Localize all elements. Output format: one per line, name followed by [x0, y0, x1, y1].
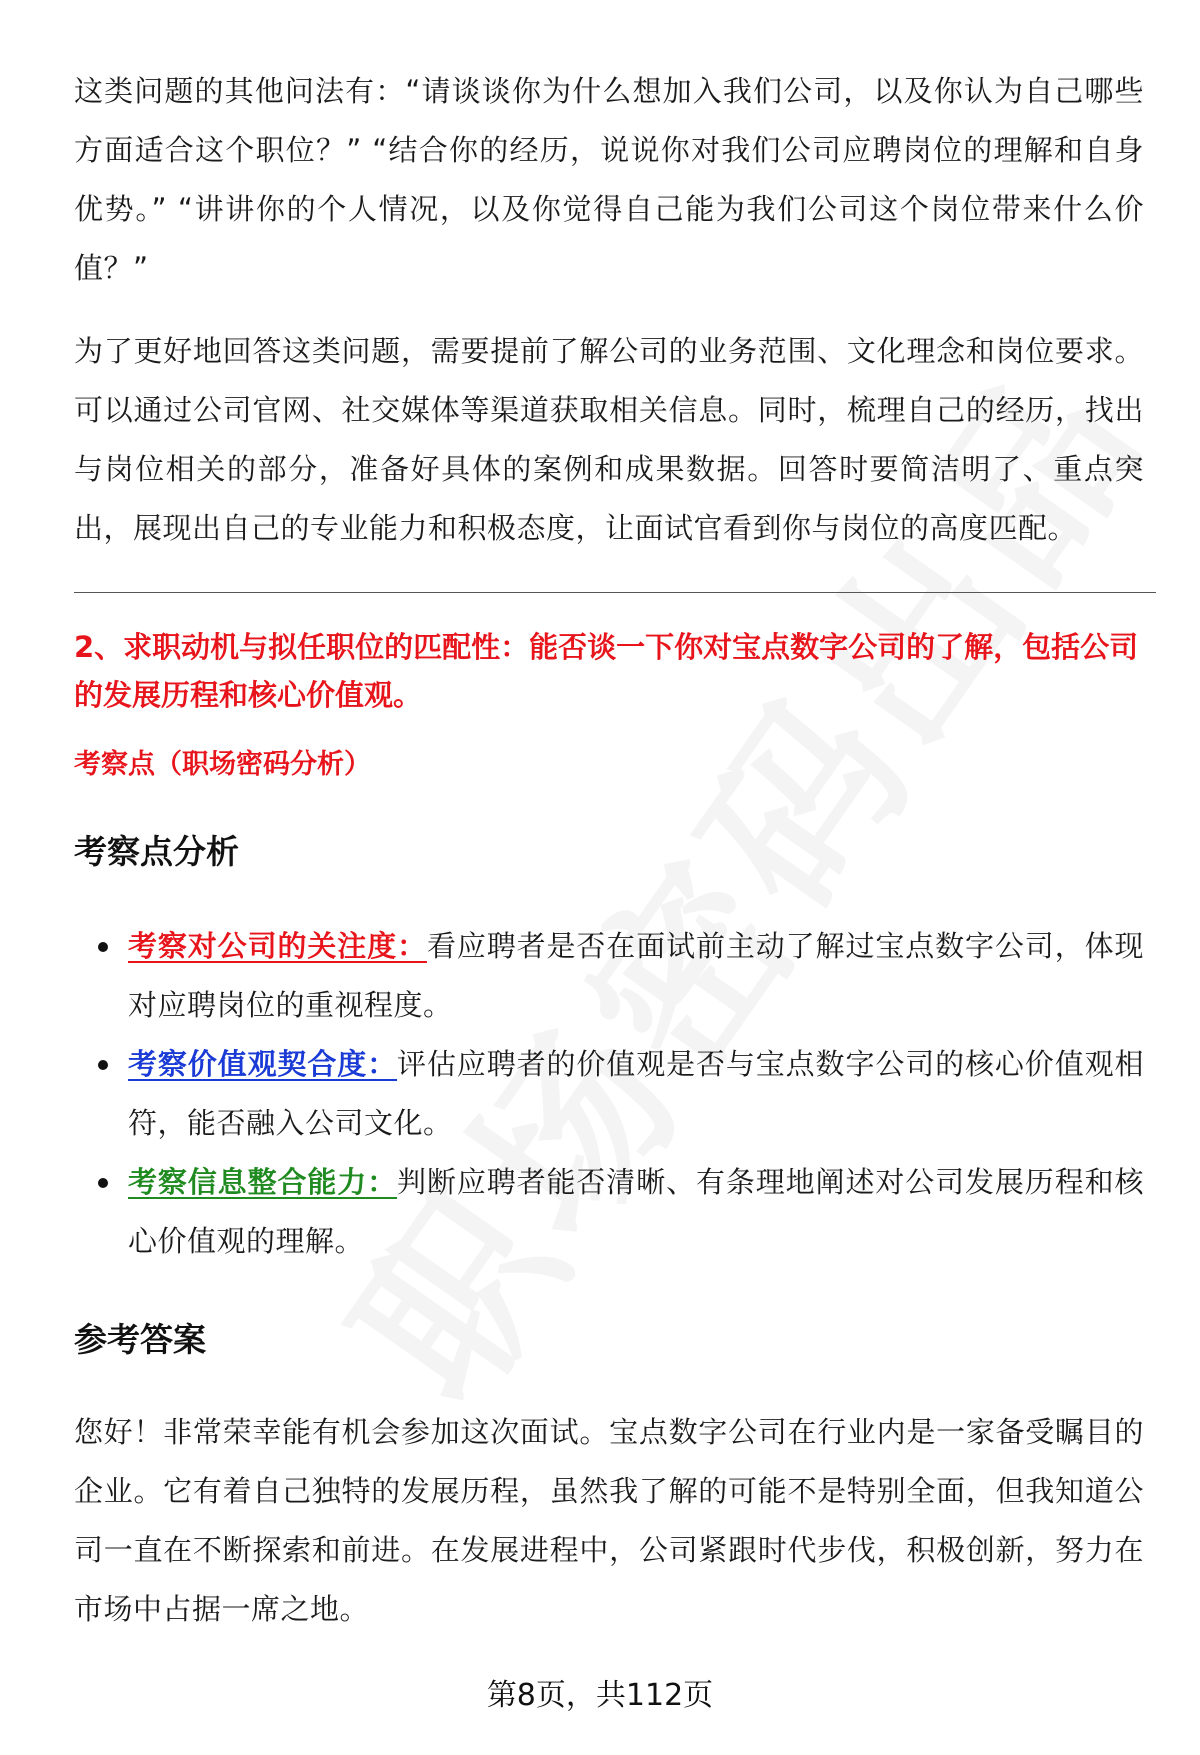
point-keyword: 考察对公司的关注度： [128, 929, 427, 963]
answer-heading: 参考答案 [74, 1320, 206, 1359]
question-title: 2、求职动机与拟任职位的匹配性：能否谈一下你对宝点数字公司的了解，包括公司的发展历程和核心价值观。 [74, 630, 1139, 712]
point-text: 判断应聘者能否清晰、有条理地阐述对公司发展历程和核心价值观的理解。 [128, 1165, 1144, 1258]
bullet-icon [98, 942, 108, 952]
subheading-exam-points: 考察点（职场密码分析） [74, 749, 371, 780]
paragraph-preparation-advice: 为了更好地回答这类问题，需要提前了解公司的业务范围、文化理念和岗位要求。可以通过公司官网、社交媒体等渠道获取相关信息。同时，梳理自己的经历，找出与岗位相关的部分，准备好具体的案例和成果数据。回答时要简洁明了、重点突出，展现出自己的专业能力和积极态度，让面试官看到你与岗位的高度匹配。 [74, 334, 1144, 545]
list-item [74, 917, 1144, 1035]
paragraph-alternative-questions: 这类问题的其他问法有：“请谈谈你为什么想加入我们公司，以及你认为自己哪些方面适合这个职位？” “结合你的经历，说说你对我们公司应聘岗位的理解和自身优势。” “讲讲你的个人情况，以及你觉得自己能为我们公司这个岗位带来什么价值？” [74, 74, 1144, 285]
point-text: 看应聘者是否在面试前主动了解过宝点数字公司，体现对应聘岗位的重视程度。 [128, 929, 1144, 1022]
list-item [74, 1035, 1144, 1153]
list-item [74, 1153, 1144, 1271]
section-divider [74, 592, 1156, 593]
page-content [74, 62, 1144, 1639]
bullet-icon [98, 1178, 108, 1188]
point-text: 评估应聘者的价值观是否与宝点数字公司的核心价值观相符，能否融入公司文化。 [128, 1047, 1144, 1140]
bullet-icon [98, 1060, 108, 1070]
page-number: 第8页，共112页 [486, 1678, 714, 1713]
answer-paragraph: 您好！非常荣幸能有机会参加这次面试。宝点数字公司在行业内是一家备受瞩目的企业。它有着自己独特的发展历程，虽然我了解的可能不是特别全面，但我知道公司一直在不断探索和前进。在发展进程中，公司紧跟时代步伐，积极创新，努力在市场中占据一席之地。 [74, 1415, 1144, 1626]
analysis-list [74, 917, 1144, 1271]
point-keyword: 考察信息整合能力： [128, 1165, 398, 1199]
point-keyword: 考察价值观契合度： [128, 1047, 398, 1081]
analysis-heading: 考察点分析 [74, 832, 239, 871]
